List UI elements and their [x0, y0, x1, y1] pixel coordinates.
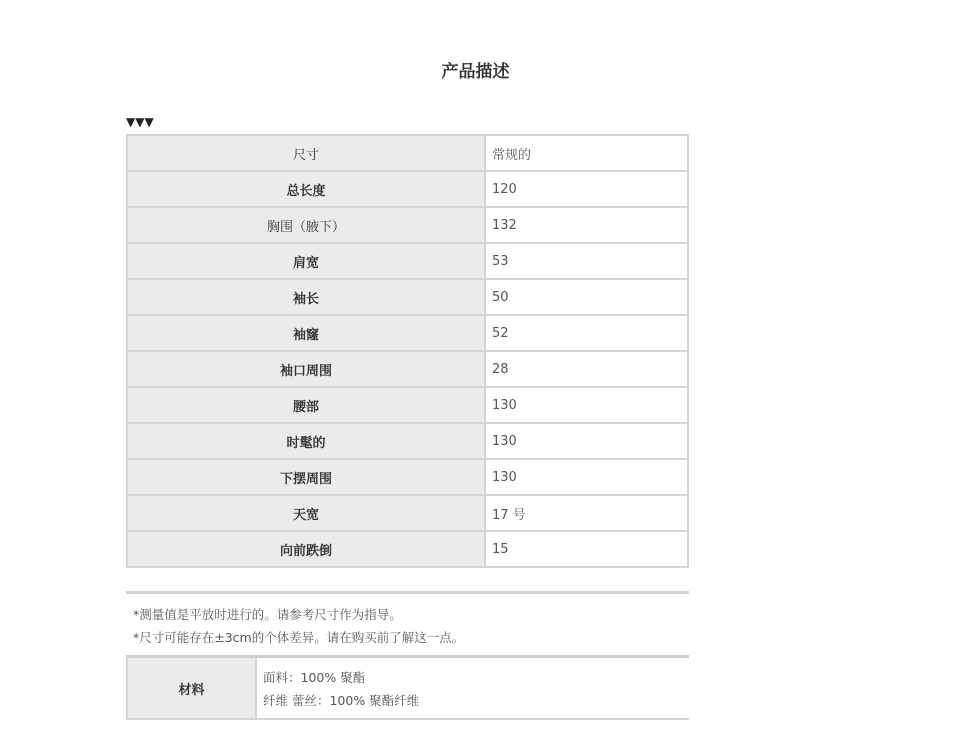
size-label: 下摆周围: [127, 459, 485, 495]
size-label: 总长度: [127, 171, 485, 207]
table-row: [127, 243, 688, 279]
table-row: [127, 531, 688, 567]
size-label: 肩宽: [127, 243, 485, 279]
size-value: 132: [485, 207, 688, 243]
size-label: 尺寸: [127, 135, 485, 171]
table-row: [127, 279, 688, 315]
material-values: [257, 658, 689, 718]
size-value: 15: [485, 531, 688, 567]
size-label: 时髦的: [127, 423, 485, 459]
size-value: 常规的: [485, 135, 688, 171]
size-value: 120: [485, 171, 688, 207]
material-label: 材料: [126, 658, 257, 718]
size-label: 向前跌倒: [127, 531, 485, 567]
page-title: 产品描述: [441, 62, 510, 82]
note-line: *测量值是平放时进行的。请参考尺寸作为指导。: [133, 607, 402, 622]
measurement-notes: [126, 591, 689, 653]
material-line: 纤维 蕾丝：100% 聚酯纤维: [263, 693, 420, 708]
material-line: 面料：100% 聚酯: [263, 670, 366, 685]
size-value: 130: [485, 387, 688, 423]
size-value: 52: [485, 315, 688, 351]
table-row: [127, 207, 688, 243]
table-row: [127, 495, 688, 531]
size-value: 28: [485, 351, 688, 387]
size-label: 袖窿: [127, 315, 485, 351]
size-value: 50: [485, 279, 688, 315]
size-value: 130: [485, 423, 688, 459]
table-row: [127, 459, 688, 495]
note-line: *尺寸可能存在±3cm的个体差异。请在购买前了解这一点。: [133, 630, 465, 645]
table-row: [127, 171, 688, 207]
size-label: 袖口周围: [127, 351, 485, 387]
size-value: 17 号: [485, 495, 688, 531]
size-label: 天宽: [127, 495, 485, 531]
size-label: 袖长: [127, 279, 485, 315]
table-row: [127, 351, 688, 387]
table-row: [127, 387, 688, 423]
size-value: 53: [485, 243, 688, 279]
table-row: [127, 423, 688, 459]
size-label: 腰部: [127, 387, 485, 423]
table-row: [127, 135, 688, 171]
material-row: [126, 655, 689, 720]
size-value: 130: [485, 459, 688, 495]
size-table: [126, 134, 689, 568]
table-row: [127, 315, 688, 351]
down-arrows-icon: ▼▼▼: [126, 115, 154, 129]
size-label: 胸围（腋下）: [127, 207, 485, 243]
